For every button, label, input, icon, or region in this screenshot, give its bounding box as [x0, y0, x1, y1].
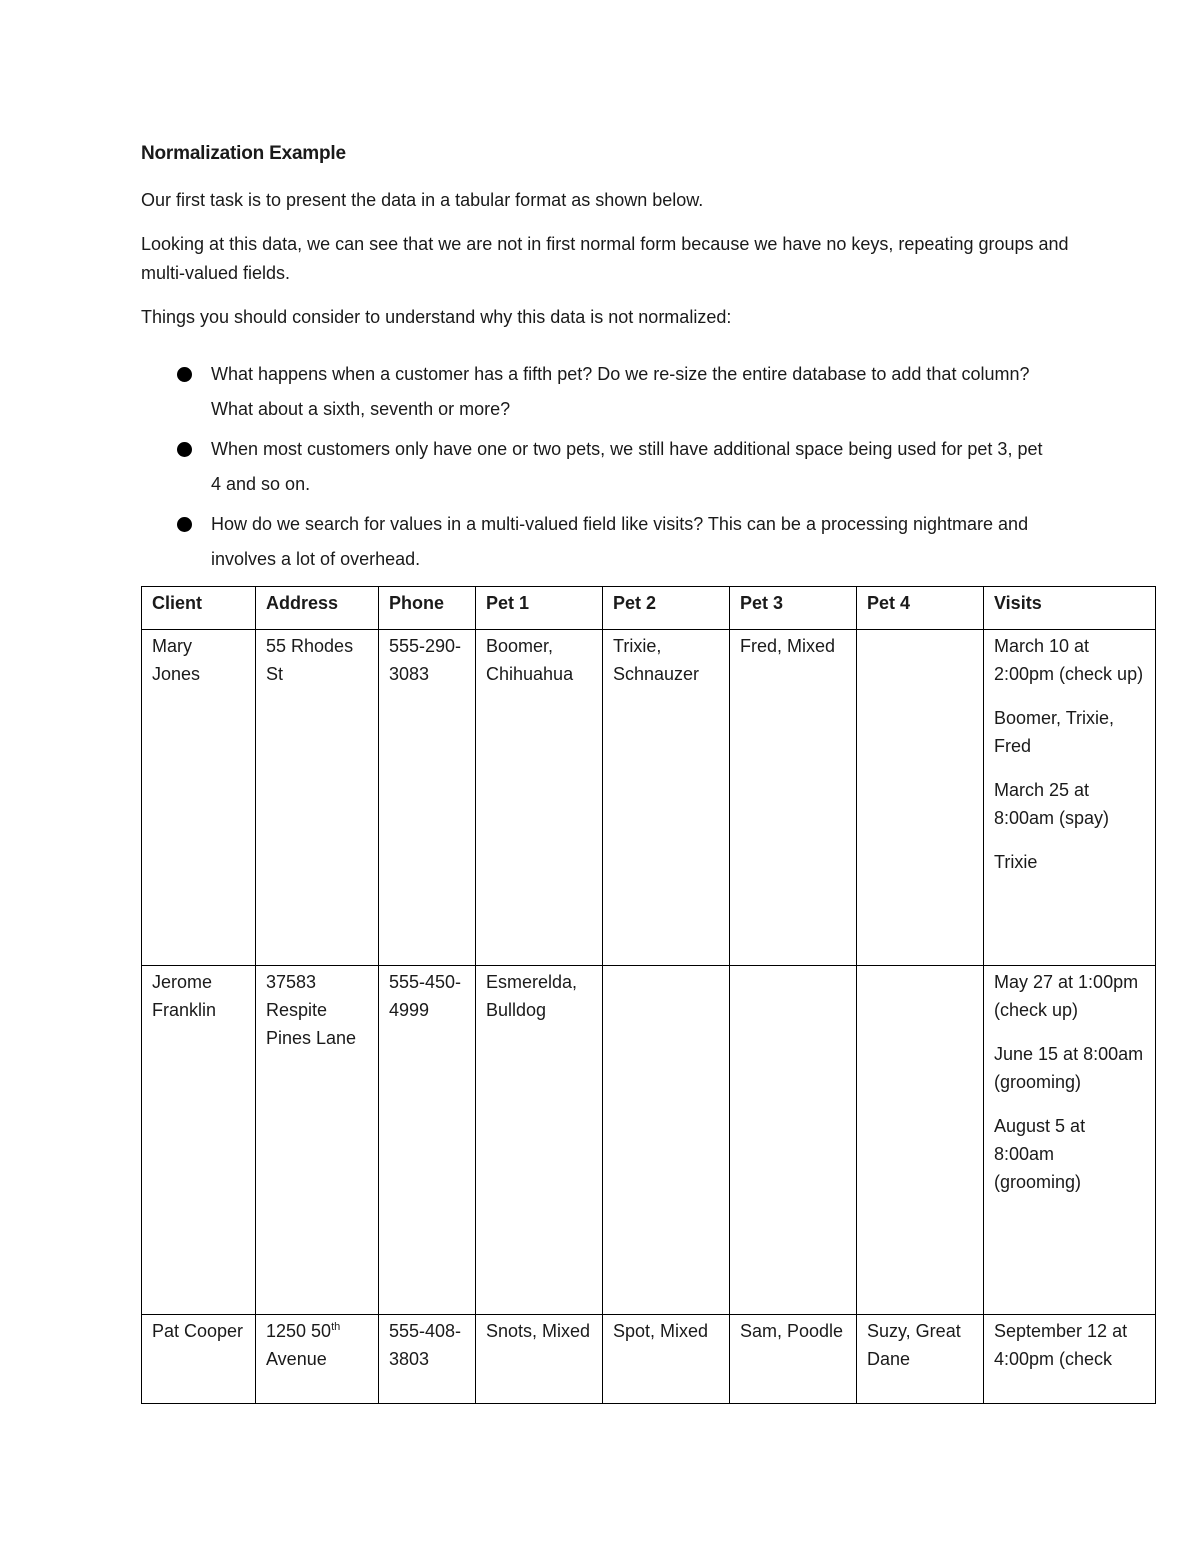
list-item: [175, 507, 1055, 577]
list-item: [175, 357, 1055, 427]
address-number: 1250 50: [266, 1321, 332, 1341]
document-title: Normalization Example: [141, 143, 346, 164]
column-header-phone: Phone: [379, 587, 476, 630]
address-street: Avenue: [266, 1349, 327, 1369]
bullet-icon: [177, 442, 192, 457]
visit-entry: September 12 at 4:00pm (check: [994, 1321, 1128, 1369]
column-header-pet1: Pet 1: [476, 587, 603, 630]
pet4-cell: [857, 966, 984, 1315]
bullet-icon: [177, 517, 192, 532]
table-header-row: [142, 587, 1156, 630]
client-cell: Jerome Franklin: [142, 966, 256, 1315]
pet3-cell: Sam, Poodle: [730, 1315, 857, 1404]
visits-cell: [984, 1315, 1156, 1404]
pet2-cell: Spot, Mixed: [603, 1315, 730, 1404]
client-cell: Mary Jones: [142, 630, 256, 966]
client-pets-table: [141, 586, 1156, 1404]
visit-entry: March 25 at 8:00am (spay): [994, 780, 1110, 828]
list-item-text: When most customers only have one or two pets, we still have additional space being used for pet 3, pet 4 and so on.: [211, 439, 1043, 494]
list-item-text: What happens when a customer has a fifth pet? Do we re-size the entire database to add that column? What about a sixth, seventh or more?: [211, 364, 1030, 419]
pet2-cell: [603, 966, 730, 1315]
column-header-pet2: Pet 2: [603, 587, 730, 630]
phone-cell: 555-450-4999: [379, 966, 476, 1315]
list-item-text: How do we search for values in a multi-valued field like visits? This can be a processing nightmare and involves a lot of overhead.: [211, 514, 1029, 569]
visits-cell: [984, 966, 1156, 1315]
phone-cell: 555-408-3803: [379, 1315, 476, 1404]
table-row: [142, 630, 1156, 966]
pet1-cell: Esmerelda, Bulldog: [476, 966, 603, 1315]
considerations-list: [175, 357, 1055, 582]
bullet-icon: [177, 367, 192, 382]
visits-cell: [984, 630, 1156, 966]
table-row: [142, 1315, 1156, 1404]
pet2-cell: Trixie, Schnauzer: [603, 630, 730, 966]
pet3-cell: Fred, Mixed: [730, 630, 857, 966]
phone-cell: 555-290-3083: [379, 630, 476, 966]
pet4-cell: [857, 630, 984, 966]
pet3-cell: [730, 966, 857, 1315]
visit-entry: June 15 at 8:00am (grooming): [994, 1044, 1144, 1092]
visit-entry: March 10 at 2:00pm (check up): [994, 636, 1144, 684]
column-header-pet3: Pet 3: [730, 587, 857, 630]
pet4-cell: Suzy, Great Dane: [857, 1315, 984, 1404]
visit-entry: Trixie: [994, 852, 1038, 872]
address-cell: 55 Rhodes St: [256, 630, 379, 966]
pet1-cell: Boomer, Chihuahua: [476, 630, 603, 966]
ordinal-suffix: th: [331, 1321, 341, 1333]
visit-entry: August 5 at 8:00am (grooming): [994, 1116, 1086, 1192]
column-header-pet4: Pet 4: [857, 587, 984, 630]
pet1-cell: Snots, Mixed: [476, 1315, 603, 1404]
visit-entry: Boomer, Trixie, Fred: [994, 708, 1115, 756]
considerations-paragraph: Things you should consider to understand why this data is not normalized:: [141, 307, 732, 327]
column-header-client: Client: [142, 587, 256, 630]
first-normal-form-paragraph: Looking at this data, we can see that we are not in first normal form because we have no keys, repeating groups and multi-valued fields.: [141, 234, 1069, 283]
address-cell: 37583 Respite Pines Lane: [256, 966, 379, 1315]
column-header-address: Address: [256, 587, 379, 630]
client-cell: Pat Cooper: [142, 1315, 256, 1404]
visit-entry: May 27 at 1:00pm (check up): [994, 972, 1139, 1020]
list-item: [175, 432, 1055, 502]
address-cell: [256, 1315, 379, 1404]
table-row: [142, 966, 1156, 1315]
column-header-visits: Visits: [984, 587, 1156, 630]
intro-paragraph: Our first task is to present the data in a tabular format as shown below.: [141, 190, 704, 210]
